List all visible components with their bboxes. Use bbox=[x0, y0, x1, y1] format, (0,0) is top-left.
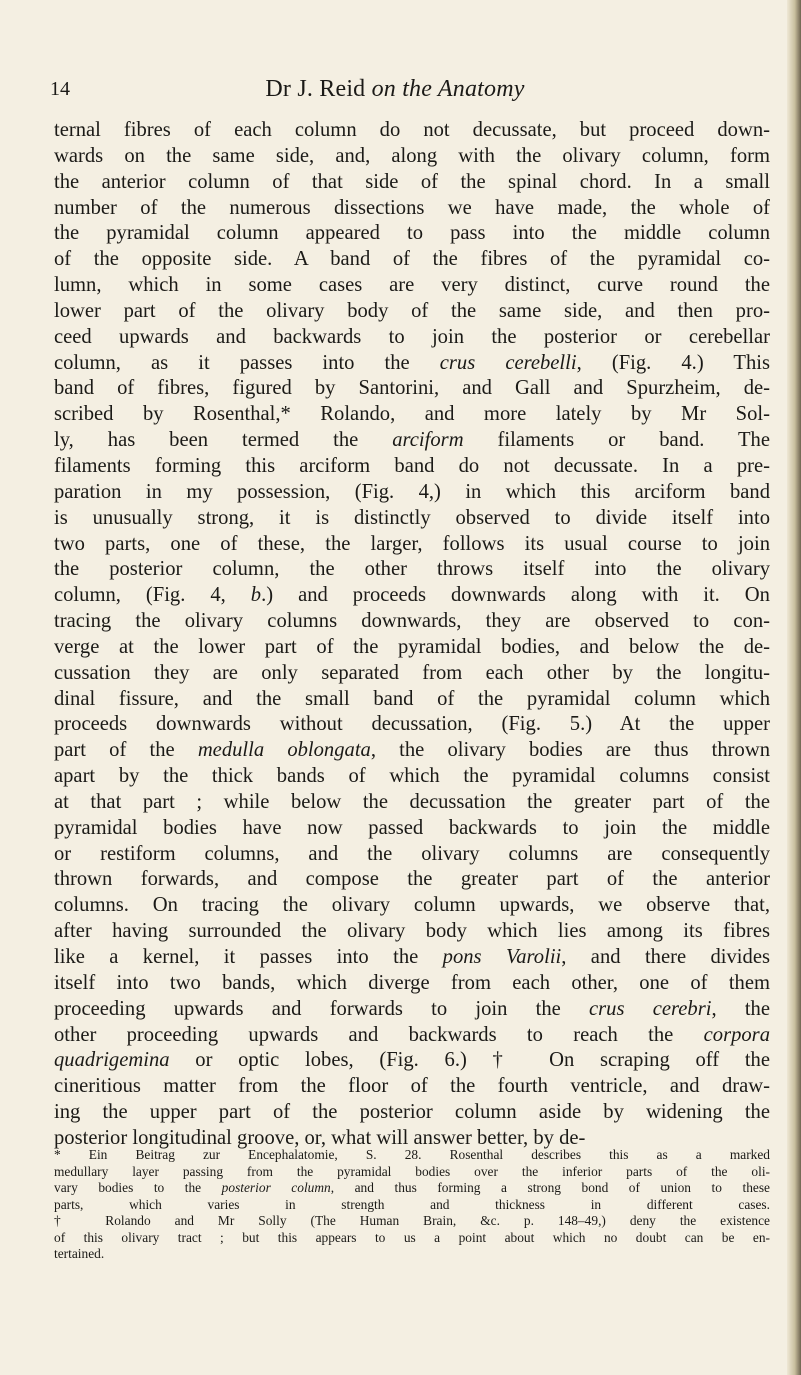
running-title-author: Dr J. Reid bbox=[265, 76, 372, 102]
text-line bbox=[54, 428, 770, 454]
text-run: apart by the thick bands of which the pyramidal columns consist bbox=[54, 765, 770, 788]
text-line bbox=[54, 816, 770, 842]
text-run: cineritious matter from the floor of the fourth ventricle, and draw- bbox=[54, 1075, 770, 1098]
text-line bbox=[54, 1074, 770, 1100]
text-run: like a kernel, it passes into the bbox=[54, 946, 443, 968]
text-run: tertained. bbox=[54, 1246, 105, 1261]
footnote-line bbox=[54, 1246, 770, 1263]
text-line bbox=[54, 635, 770, 661]
footnote-line bbox=[54, 1180, 770, 1197]
text-line bbox=[54, 919, 770, 945]
text-line bbox=[54, 118, 770, 144]
text-run: or restiform columns, and the olivary columns are consequently bbox=[54, 842, 770, 865]
text-run: , the olivary bodies are thus thrown bbox=[370, 739, 770, 762]
text-run: cussation they are only separated from each other by the longitu- bbox=[54, 661, 770, 684]
text-line bbox=[54, 402, 770, 428]
footnote-line bbox=[54, 1147, 770, 1164]
text-run: part of the bbox=[54, 739, 198, 762]
text-run: , (Fig. 4.) This bbox=[576, 351, 770, 374]
text-run: tracing the olivary columns downwards, they are observed to con- bbox=[54, 610, 770, 633]
body-text bbox=[54, 118, 770, 1152]
text-line bbox=[54, 867, 770, 893]
text-run: two parts, one of these, the larger, follows its usual course to join bbox=[54, 532, 770, 555]
text-run: filaments forming this arciform band do not decussate. In a pre- bbox=[54, 454, 770, 477]
text-line bbox=[54, 325, 770, 351]
footnote-line bbox=[54, 1197, 770, 1214]
text-run: lumn, which in some cases are very distinct, curve round the bbox=[54, 274, 770, 297]
italic-term: posterior column bbox=[221, 1180, 331, 1195]
text-run: , the bbox=[711, 997, 770, 1020]
italic-term: quadrigemina bbox=[54, 1049, 170, 1072]
text-line bbox=[54, 764, 770, 790]
text-line bbox=[54, 557, 770, 583]
text-run: is unusually strong, it is distinctly observed to divide itself into bbox=[54, 506, 770, 529]
text-line bbox=[54, 480, 770, 506]
text-run: posterior longitudinal groove, or, what will answer better, by de- bbox=[54, 1126, 586, 1149]
text-line bbox=[54, 971, 770, 997]
text-run: the posterior column, the other throws itself into the olivary bbox=[54, 558, 770, 581]
text-run: .) and proceeds downwards along with it. On bbox=[261, 584, 770, 607]
text-run: , and there divides bbox=[561, 946, 770, 968]
text-line bbox=[54, 738, 770, 764]
text-run: after having surrounded the olivary body which lies among its fibres bbox=[54, 920, 770, 943]
footnote-line bbox=[54, 1230, 770, 1247]
text-run: the anterior column of that side of the spinal chord. In a small bbox=[54, 170, 770, 193]
text-run: filaments or band. The bbox=[463, 429, 770, 452]
text-line bbox=[54, 376, 770, 402]
running-header bbox=[50, 74, 740, 104]
italic-term: medulla oblongata bbox=[197, 739, 371, 762]
text-line bbox=[54, 299, 770, 325]
text-run: † Rolando and Mr Solly (The Human Brain, &c. p. 148–49,) deny the existence bbox=[54, 1213, 770, 1228]
text-run: itself into two bands, which diverge from each other, one of them bbox=[54, 971, 770, 994]
text-line bbox=[54, 997, 770, 1023]
text-line bbox=[54, 1100, 770, 1126]
italic-term: crus cerebri bbox=[589, 997, 712, 1020]
text-run: column, as it passes into the bbox=[54, 351, 440, 374]
text-line bbox=[54, 506, 770, 532]
text-run: scribed by Rosenthal,* Rolando, and more lately by Mr Sol- bbox=[54, 403, 770, 426]
text-run: columns. On tracing the olivary column upwards, we observe that, bbox=[54, 894, 770, 917]
text-run: ternal fibres of each column do not decussate, but proceed down- bbox=[54, 119, 770, 141]
italic-term: pons Varolii bbox=[442, 946, 562, 968]
text-run: * Ein Beitrag zur Encephalatomie, S. 28. Rosenthal describes this as a marked bbox=[54, 1147, 770, 1162]
text-run: pyramidal bodies have now passed backwards to join the middle bbox=[54, 816, 770, 839]
text-line bbox=[54, 221, 770, 247]
text-line bbox=[54, 1023, 770, 1049]
text-run: medullary layer passing from the pyramidal bodies over the inferior parts of the oli- bbox=[54, 1163, 770, 1179]
footnotes bbox=[54, 1147, 770, 1263]
text-run: vary bodies to the bbox=[54, 1180, 222, 1195]
text-line bbox=[54, 532, 770, 558]
text-run: ly, has been termed the bbox=[54, 429, 393, 452]
text-run: column, (Fig. 4, bbox=[54, 584, 251, 607]
text-line bbox=[54, 196, 770, 222]
text-line bbox=[54, 454, 770, 480]
text-run: at that part ; while below the decussation the greater part of the bbox=[54, 790, 770, 813]
italic-term: arciform bbox=[392, 429, 464, 452]
text-run: ceed upwards and backwards to join the posterior or cerebellar bbox=[54, 325, 770, 348]
italic-term: b bbox=[250, 584, 262, 607]
page-edge-shadow bbox=[787, 0, 801, 1375]
text-line bbox=[54, 583, 770, 609]
text-run: paration in my possession, (Fig. 4,) in which this arciform band bbox=[54, 480, 770, 503]
text-run: wards on the same side, and, along with the olivary column, form bbox=[54, 144, 770, 167]
footnote-line bbox=[54, 1213, 770, 1230]
text-line bbox=[54, 1048, 770, 1074]
text-line bbox=[54, 893, 770, 919]
italic-term: corpora bbox=[703, 1023, 770, 1046]
text-line bbox=[54, 790, 770, 816]
page-number: 14 bbox=[50, 78, 70, 100]
text-line bbox=[54, 351, 770, 377]
text-line bbox=[54, 687, 770, 713]
footnote-line bbox=[54, 1164, 770, 1181]
text-line bbox=[54, 712, 770, 738]
running-title bbox=[50, 76, 740, 103]
text-run: proceeding upwards and forwards to join the bbox=[54, 997, 590, 1020]
text-line bbox=[54, 170, 770, 196]
text-line bbox=[54, 842, 770, 868]
text-run: the pyramidal column appeared to pass into the middle column bbox=[54, 222, 770, 245]
text-run: of this olivary tract ; but this appears to us a point about which no doubt can be en- bbox=[54, 1229, 770, 1245]
text-run: verge at the lower part of the pyramidal bodies, and below the de- bbox=[54, 635, 770, 658]
text-run: number of the numerous dissections we have made, the whole of bbox=[54, 196, 770, 219]
text-run: dinal fissure, and the small band of the pyramidal column which bbox=[54, 687, 770, 710]
text-run: or optic lobes, (Fig. 6.) † On scraping off the bbox=[169, 1049, 770, 1072]
text-line bbox=[54, 247, 770, 273]
text-run: thrown forwards, and compose the greater part of the anterior bbox=[54, 868, 770, 891]
text-line bbox=[54, 144, 770, 170]
text-run: lower part of the olivary body of the same side, and then pro- bbox=[54, 299, 770, 322]
text-line bbox=[54, 661, 770, 687]
text-run: band of fibres, figured by Santorini, and Gall and Spurzheim, de- bbox=[54, 377, 770, 400]
text-line bbox=[54, 945, 770, 971]
text-run: parts, which varies in strength and thickness in different cases. bbox=[54, 1196, 770, 1212]
text-run: , and thus forming a strong bond of union to these bbox=[330, 1180, 770, 1195]
text-run: other proceeding upwards and backwards to reach the bbox=[54, 1023, 704, 1046]
running-title-subject: on the Anatomy bbox=[371, 76, 525, 102]
text-run: ing the upper part of the posterior column aside by widening the bbox=[54, 1101, 770, 1124]
text-line bbox=[54, 609, 770, 635]
text-run: proceeds downwards without decussation, (Fig. 5.) At the upper bbox=[54, 713, 770, 736]
text-line bbox=[54, 273, 770, 299]
italic-term: crus cerebelli bbox=[439, 351, 577, 374]
text-run: of the opposite side. A band of the fibres of the pyramidal co- bbox=[54, 248, 770, 271]
